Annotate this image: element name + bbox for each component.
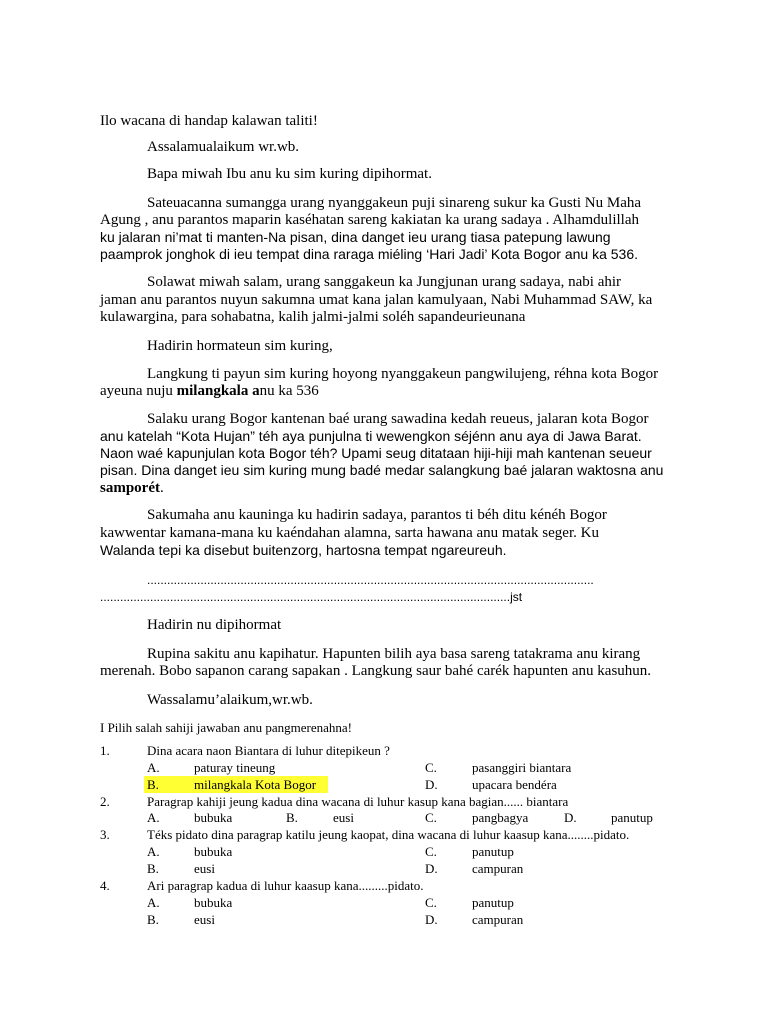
question-number: 2. xyxy=(100,794,110,809)
greeting: Assalamualaikum wr.wb. xyxy=(147,139,300,155)
option-text: panutup xyxy=(472,844,514,859)
option-letter: B. xyxy=(147,861,159,876)
option-text: pasanggiri biantara xyxy=(472,760,572,775)
address-hadirin: Hadirin nu dipihormat xyxy=(147,617,282,633)
paragraph-line: ku jalaran ni’mat ti manten-Na pisan, dina danget ieu urang tiasa patepung lawung xyxy=(100,229,611,245)
option-letter: D. xyxy=(425,861,438,876)
bold-term: samporét xyxy=(100,480,160,496)
option-letter: D. xyxy=(425,912,438,927)
question-number: 3. xyxy=(100,827,110,842)
paragraph-line: anu katelah “Kota Hujan” téh aya punjulna ti wewengkon séjénn anu aya di Jawa Barat. xyxy=(100,428,642,444)
paragraph-line xyxy=(100,383,319,400)
option-text: paturay tineung xyxy=(194,760,276,775)
option-text: eusi xyxy=(194,861,215,876)
paragraph-line: Sateuacanna sumangga urang nyanggakeun puji sinareng sukur ka Gusti Nu Maha xyxy=(147,195,642,211)
option-letter: A. xyxy=(147,844,160,859)
paragraph-line: merenah. Bobo sapanon carang sapakan . Langkung saur bahé carék hapunten anu kasuhun. xyxy=(100,663,652,679)
question-number: 4. xyxy=(100,878,110,893)
option-text: bubuka xyxy=(194,895,233,910)
option-letter: C. xyxy=(425,810,437,825)
paragraph-line: Naon waé kapunjulan kota Bogor téh? Upami seug ditataan hiji-hiji mah kantenan seueur xyxy=(100,445,652,461)
text-run: ayeuna nuju xyxy=(100,383,177,399)
option-letter: C. xyxy=(425,844,437,859)
closing: Wassalamu’alaikum,wr.wb. xyxy=(147,692,313,708)
question-text: Ari paragrap kadua di luhur kaasup kana.........pidato. xyxy=(147,878,424,893)
option-text: eusi xyxy=(194,912,215,927)
option-text: panutup xyxy=(472,895,514,910)
paragraph-line: kulawargina, para sohabatna, kalih jalmi-jalmi soléh sapandeurieunana xyxy=(100,309,526,325)
paragraph-line: paamprok jonghok di ieu tempat dina raraga miéling ‘Hari Jadi’ Kota Bogor anu ka 536. xyxy=(100,246,639,262)
question-text: Téks pidato dina paragrap katilu jeung kaopat, dina wacana di luhur kaasup kana........pidato. xyxy=(147,827,630,842)
paragraph-line xyxy=(100,480,164,497)
option-text: campuran xyxy=(472,912,524,927)
option-text: bubuka xyxy=(194,844,233,859)
option-text: campuran xyxy=(472,861,524,876)
option-letter: D. xyxy=(564,810,577,825)
instruction-read: Ilo wacana di handap kalawan taliti! xyxy=(100,113,318,129)
option-letter: A. xyxy=(147,760,160,775)
option-text-highlighted: milangkala Kota Bogor xyxy=(194,777,317,792)
dotted-line: ...........................................................................................................................jst xyxy=(100,590,523,604)
paragraph-line: jaman anu parantos nuyun sakumna umat kana jalan kamulyaan, Nabi Muhammad SAW, ka xyxy=(100,292,653,308)
option-letter: B. xyxy=(147,777,159,792)
text-run: nu ka 536 xyxy=(259,383,319,399)
address-hadirin: Hadirin hormateun sim kuring, xyxy=(147,338,333,354)
paragraph-line: Salaku urang Bogor kantenan baé urang sawadina kedah reueus, jalaran kota Bogor xyxy=(147,411,649,427)
option-text: panutup xyxy=(611,810,653,825)
paragraph-line: kawwentar kamana-mana ku kaéndahan alamna, sarta hawana anu matak seger. Ku xyxy=(100,525,599,541)
questions-instruction: I Pilih salah sahiji jawaban anu pangmerenahna! xyxy=(100,720,352,735)
paragraph-line: Langkung ti payun sim kuring hoyong nyanggakeun pangwilujeng, réhna kota Bogor xyxy=(147,366,659,382)
dotted-line: ...................................................................................................................................... xyxy=(147,573,594,587)
option-text: pangbagya xyxy=(472,810,529,825)
option-text: eusi xyxy=(333,810,354,825)
option-letter: B. xyxy=(286,810,298,825)
option-letter: C. xyxy=(425,895,437,910)
question-number: 1. xyxy=(100,743,110,758)
paragraph-line: Sakumaha anu kauninga ku hadirin sadaya, parantos ti béh ditu kénéh Bogor xyxy=(147,507,607,523)
text-run: . xyxy=(160,480,164,496)
option-text: upacara bendéra xyxy=(472,777,557,792)
option-letter: A. xyxy=(147,810,160,825)
paragraph-line: Solawat miwah salam, urang sanggakeun ka Jungjunan urang sadaya, nabi ahir xyxy=(147,274,622,290)
question-text: Dina acara naon Biantara di luhur ditepikeun ? xyxy=(147,743,390,758)
paragraph-line: Walanda tepi ka disebut buitenzorg, hartosna tempat ngareureuh. xyxy=(100,542,507,558)
paragraph-line: Rupina sakitu anu kapihatur. Hapunten bilih aya basa sareng tatakrama anu kirang xyxy=(147,646,641,662)
bold-term: milangkala a xyxy=(176,383,260,399)
option-text: bubuka xyxy=(194,810,233,825)
paragraph-line: pisan. Dina danget ieu sim kuring mung badé medar salangkung baé jalaran waktosna anu xyxy=(100,462,664,478)
paragraph-line: Agung , anu parantos maparin kaséhatan sareng kakiatan ka urang sadaya . Alhamdulillah xyxy=(100,212,639,228)
option-letter: B. xyxy=(147,912,159,927)
option-letter: D. xyxy=(425,777,438,792)
addressee: Bapa miwah Ibu anu ku sim kuring dipihormat. xyxy=(147,166,432,182)
option-letter: C. xyxy=(425,760,437,775)
option-letter: A. xyxy=(147,895,160,910)
question-text: Paragrap kahiji jeung kadua dina wacana di luhur kasup kana bagian...... biantara xyxy=(147,794,569,809)
